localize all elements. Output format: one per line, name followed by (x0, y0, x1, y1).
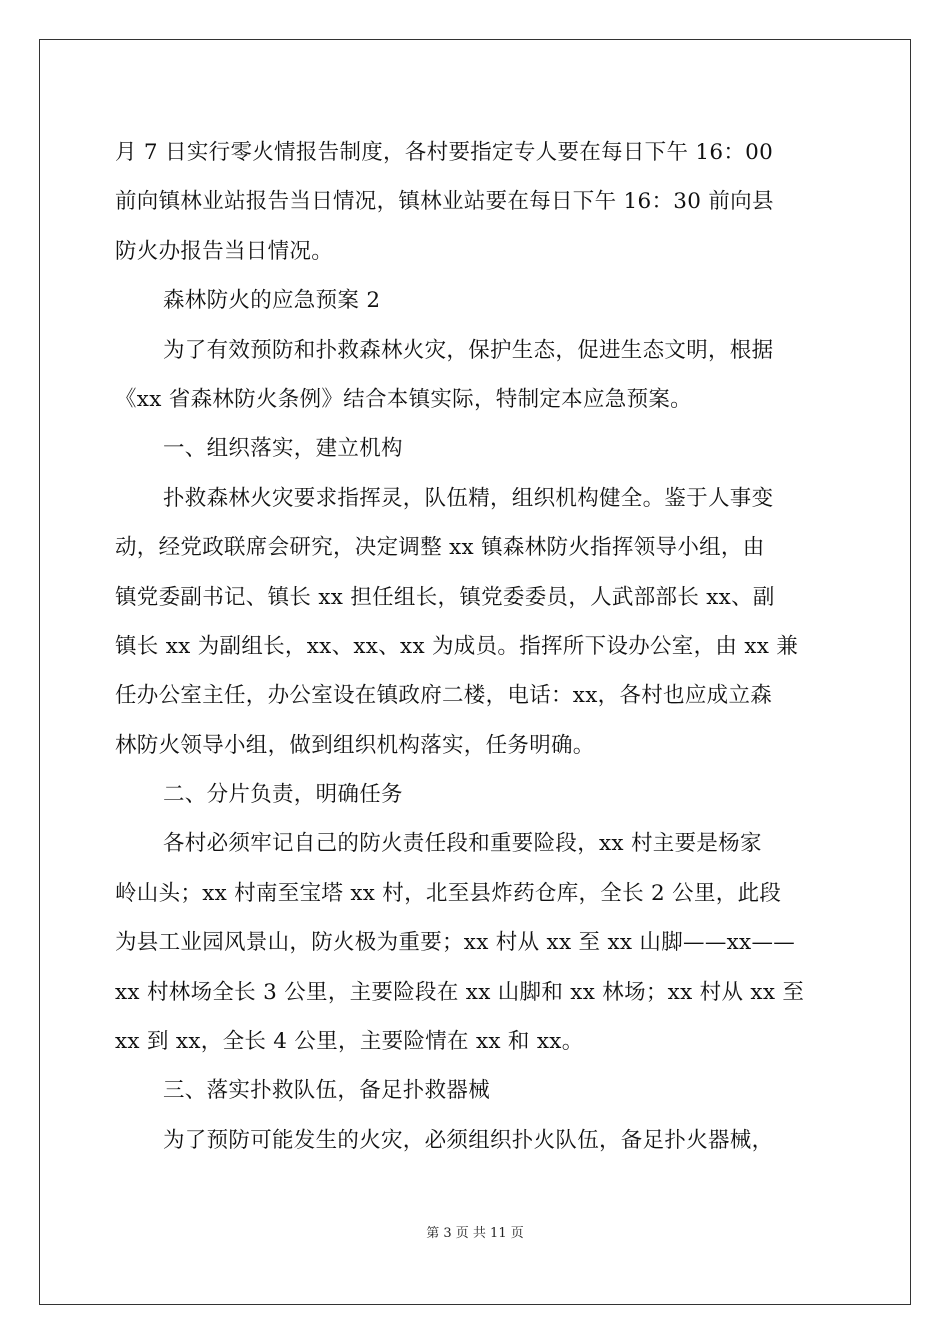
page-number: 第 3 页 共 11 页 (426, 1226, 524, 1241)
text-line: 为了预防可能发生的火灾，必须组织扑火队伍，备足扑火器械， (163, 1127, 774, 1153)
text-line: 任办公室主任，办公室设在镇政府二楼，电话：xx，各村也应成立森 (115, 683, 773, 709)
text-line: 岭山头；xx 村南至宝塔 xx 村，北至县炸药仓库，全长 2 公里，此段 (115, 880, 782, 906)
text-line: 防火办报告当日情况。 (115, 238, 334, 264)
text-line: xx 村林场全长 3 公里，主要险段在 xx 山脚和 xx 林场；xx 村从 xx 至 (115, 979, 805, 1005)
page-footer (0, 1222, 950, 1241)
text-line: 为了有效预防和扑救森林火灾，保护生态，促进生态文明，根据 (163, 337, 774, 363)
text-line: xx 到 xx，全长 4 公里，主要险情在 xx 和 xx。 (115, 1029, 584, 1055)
text-line: 镇党委副书记、镇长 xx 担任组长，镇党委委员，人武部部长 xx、副 (115, 584, 775, 610)
text-line: 镇长 xx 为副组长，xx、xx、xx 为成员。指挥所下设办公室，由 xx 兼 (115, 633, 799, 659)
text-line: 扑救森林火灾要求指挥灵，队伍精，组织机构健全。鉴于人事变 (163, 485, 774, 511)
text-line: 月 7 日实行零火情报告制度，各村要指定专人要在每日下午 16：00 (115, 140, 774, 165)
text-line: 森林防火的应急预案 2 (163, 288, 381, 314)
document-body (115, 128, 837, 1165)
text-line: 二、分片负责，明确任务 (163, 782, 403, 808)
text-line: 《xx 省森林防火条例》结合本镇实际，特制定本应急预案。 (115, 386, 692, 412)
text-line: 动，经党政联席会研究，决定调整 xx 镇森林防火指挥领导小组，由 (115, 535, 765, 561)
text-line: 林防火领导小组，做到组织机构落实，任务明确。 (115, 732, 595, 758)
text-line: 三、落实扑救队伍，备足扑救器械 (163, 1078, 491, 1104)
text-line: 一、组织落实，建立机构 (163, 436, 403, 462)
text-line: 各村必须牢记自己的防火责任段和重要险段，xx 村主要是杨家 (163, 831, 762, 857)
text-line: 前向镇林业站报告当日情况，镇林业站要在每日下午 16：30 前向县 (115, 189, 774, 215)
text-line: 为县工业园风景山，防火极为重要；xx 村从 xx 至 xx 山脚——xx—— (115, 930, 796, 956)
